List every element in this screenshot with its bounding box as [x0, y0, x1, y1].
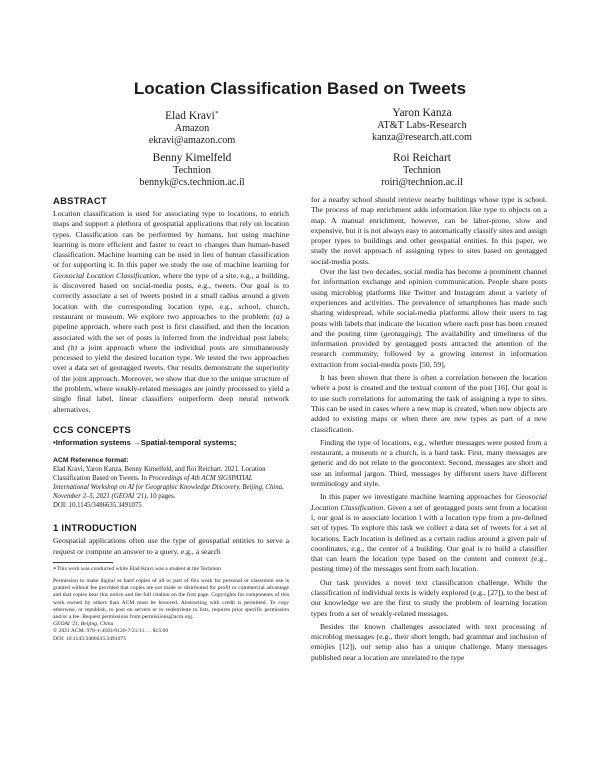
acm-ref-doi: DOI: 10.1145/3486635.3491075 — [53, 502, 142, 510]
author-email: ekravi@amazon.com — [148, 134, 236, 146]
permission-notice: Permission to make digital or hard copies of all or part of this work for personal or classroom use is granted without fee provided that copies are not made or distributed for profit or commercial advantage and that copies bear this notice and the full citation on the first page. Copyrights for components of this work owned by others than ACM must be honored. Abstracting with credit is permitted. To copy otherwise, or republish, to post on servers or to redistribute to lists, requires prior specific permission and/or a fee. Request permissions from permissions@acm.org. — [53, 578, 289, 621]
intro-paragraph: It has been shown that there is often a correlation between the location where a post is created and the textual content of the post [16]. Our goal is to use such correlations for automating the task of assigning a type to sites. This can be used in cases where a new map is created, when new objects are added to existing maps or when there are new types as part of a new classification. — [311, 373, 547, 434]
author-block-4 — [302, 151, 542, 189]
intro-text: Geospatial applications often use the type of geospatial entities to serve a request or compute an answer to a query, e.g., a search — [53, 536, 289, 556]
acm-ref-text: Elad Kravi, Yaron Kanza, Benny Kimelfeld, and Roi Reichart. 2021. Location Classification Based on Tweets. In Proceedings of 4th ACM SIGSPATIAL International Workshop on AI for Geographic Knowledge Discovery, Beijing, China, November 2–5, 2021 (GEOAI '21), 10 pages. — [53, 466, 284, 501]
paper-title: Location Classification Based on Tweets — [133, 79, 467, 98]
author-affiliation: Technion — [403, 165, 441, 176]
left-column — [53, 195, 289, 643]
abstract-text: Location classification is used for associating type to locations, to enrich maps and support a plethora of geospatial applications that rely on location types. Classification can be performed by humans, but using machine learning is more efficient and faster to react to changes than human-based classification. Machine learning can be used in lieu of human classification or for supporting it. In this paper we study the use of machine learning for Geosocial Location Classification, where the type of a site, e.g., a building, is discovered based on social-media posts, e.g., tweets. Our goal is to correctly associate a set of tweets posted in a small radius around a given location with the corresponding location type, e.g., school, church, restaurant or museum. We explore two approaches to the problem: (a) a pipeline approach, where each post is first classified, and then the location associated with the set of posts is inferred from the individual post labels; and (b) a joint approach where the individual posts are simultaneously processed to yield the desired location type. We tested the two approaches over a data set of geotagged tweets. Our results demonstrate the superiority of the joint approach. Moreover, we show that due to the unique structure of the problem, where weakly-related messages are jointly processed to yield a single final label, linear classifiers outperform deep neural network alternatives. — [53, 209, 289, 414]
copyright-line: © 2021 ACM. 978-1-4503-9120-7/21/11. . . $15.00 — [53, 628, 169, 635]
intro-paragraph: In this paper we investigate machine learning approaches for Geosocial Location Classification. Given a set of geotagged posts sent from a location l, our goal is to associate location l with a location type from a pre-defined set of types. To explore this task we collect a data set of tweets for a set of locations. Each location is defined as a certain radius around a given pair of coordinates, e.g., the center of a building. Our goal is to build a classifier that can learn the location type based on the content and context (e.g., posting time) of the messages sent from each location. — [311, 492, 547, 574]
author-affiliation: Technion — [173, 165, 211, 176]
author-email: roiri@technion.ac.il — [381, 176, 463, 188]
intro-paragraph: for a nearby school should retrieve nearby buildings whose type is school. The process of map enrichment adds information like type to objects on a map. A manual enrichment, however, can be labor-prone, slow and expensive, but it is not always easy to automatically classify sites and assign proper types to buildings and other geospatial entities. In this paper, we study the novel approach of assigning types to sites based on geotagged social-media posts. — [311, 195, 547, 266]
intro-heading: 1 INTRODUCTION — [53, 522, 137, 534]
author-footnote: ∗This work was conducted while Elad Kravi was a student at the Technion — [53, 565, 221, 572]
author-affiliation: AT&T Labs-Research — [377, 120, 467, 131]
acm-ref-heading: ACM Reference format: — [53, 457, 129, 465]
author-email: bennyk@cs.technion.ac.il — [139, 176, 245, 188]
abstract-heading: ABSTRACT — [53, 195, 107, 206]
author-name: Yaron Kanza — [392, 107, 452, 119]
intro-paragraph: Our task provides a novel text classification challenge. While the classification of individual texts is widely explored (e.g., [27]), to the best of our knowledge we are the first to study the problem of learning location types from a set of weakly-related messages. — [311, 577, 547, 618]
author-name: Elad Kravi∗ — [165, 109, 219, 122]
author-name: Benny Kimelfeld — [152, 152, 232, 164]
author-email: kanza@research.att.com — [372, 131, 472, 143]
right-column — [311, 195, 547, 663]
author-affiliation: Amazon — [174, 122, 210, 134]
footnote-rule — [53, 562, 113, 563]
intro-paragraph: Besides the known challenges associated with text processing of microblog messages (e.g., their short length, bad grammar and inclusion of emojies [12]), our setup also has a unique challenge. Many messages published near a location are unrelated to the type — [311, 621, 547, 662]
venue-line: GEOAI '21, Beijing, China — [53, 621, 114, 628]
ccs-heading: CCS CONCEPTS — [53, 423, 132, 435]
intro-paragraph: Finding the type of locations, e.g., whether messages were posted from a restaurant, a museum or a church, is a hard task. First, many messages are generic and do not relate to the geocontext. Second, messages are short and use an informal jargon. Third, messages by different users have different terminology and style. — [311, 437, 547, 489]
author-name: Roi Reichart — [393, 152, 451, 164]
author-block-2 — [302, 106, 542, 144]
author-block-1 — [72, 106, 312, 146]
intro-paragraph: Over the last two decades, social media has become a prominent channel for information exchange and opinion communication. People share posts using microblog platforms like Twitter and Instagram about a variety of experiences and activities. The prevalence of smartphones has made such sharing widespread, while social-media platforms allow their users to tag posts with labels that indicate the location where each post has been created and the posting time (geotagging). The availability and timeliness of the information provided by geotagged posts attracted the attention of the research community, followed by a growing interest in information extraction from social-media posts [50, 59]. — [311, 267, 547, 369]
author-block-3 — [72, 151, 312, 189]
doi-line: DOI: 10.1145/3486635.3491075 — [53, 635, 126, 642]
ccs-concepts: •Information systems →Spatial-temporal systems; — [53, 437, 237, 447]
